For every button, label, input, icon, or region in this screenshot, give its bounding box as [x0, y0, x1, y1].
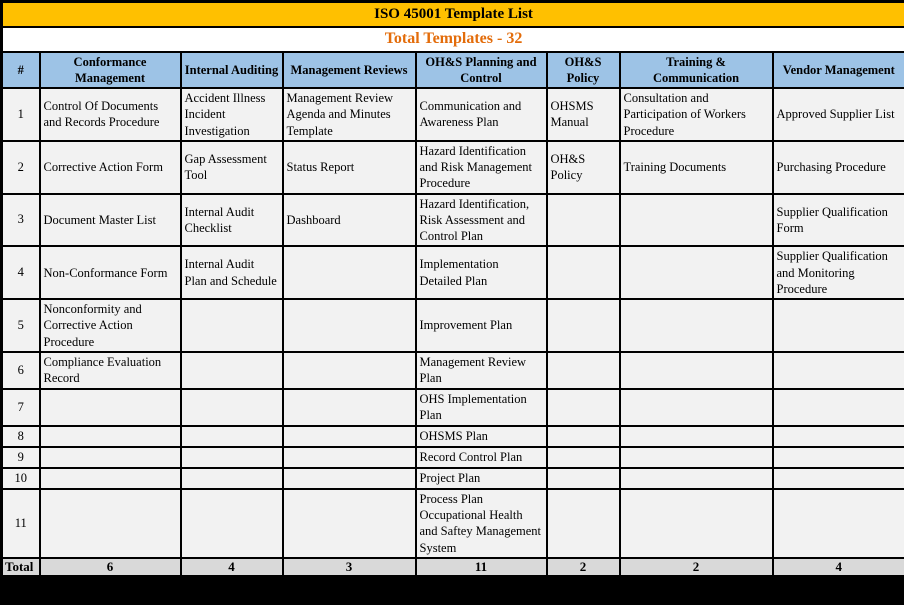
table-cell: OHSMS Manual	[547, 88, 620, 141]
table-row-6	[2, 352, 904, 389]
table-cell: Project Plan	[416, 468, 547, 489]
title-row	[2, 2, 904, 27]
row-number-cell: 10	[2, 468, 40, 489]
row-number-cell: 8	[2, 426, 40, 447]
table-cell: Control Of Documents and Records Procedure	[40, 88, 181, 141]
table-cell	[547, 246, 620, 299]
table-cell	[547, 299, 620, 352]
table-cell: Management Review Plan	[416, 352, 547, 389]
row-number-cell: 4	[2, 246, 40, 299]
total-count-cell: 3	[283, 558, 416, 577]
table-cell: Document Master List	[40, 194, 181, 247]
column-header-0: #	[2, 52, 40, 89]
table-cell	[547, 468, 620, 489]
table-cell	[283, 389, 416, 426]
table-cell: Approved Supplier List	[773, 88, 904, 141]
row-number-cell: 2	[2, 141, 40, 194]
table-cell: Management Review Agenda and Minutes Template	[283, 88, 416, 141]
table-cell	[283, 246, 416, 299]
table-cell	[773, 352, 904, 389]
table-cell	[283, 468, 416, 489]
table-cell	[181, 489, 283, 558]
table-cell: Training Documents	[620, 141, 773, 194]
table-row-4	[2, 246, 904, 299]
column-header-7: Vendor Management	[773, 52, 904, 89]
table-cell: Accident Illness Incident Investigation	[181, 88, 283, 141]
table-cell	[181, 426, 283, 447]
table-cell: Hazard Identification and Risk Management Procedure	[416, 141, 547, 194]
table-cell: OH&S Policy	[547, 141, 620, 194]
column-header-row	[2, 52, 904, 89]
table-cell	[181, 389, 283, 426]
table-row-8	[2, 426, 904, 447]
column-header-5: OH&S Policy	[547, 52, 620, 89]
table-cell	[773, 489, 904, 558]
table-cell: Improvement Plan	[416, 299, 547, 352]
table-cell	[283, 447, 416, 468]
table-cell	[547, 352, 620, 389]
table-row-10	[2, 468, 904, 489]
total-count-cell: 2	[547, 558, 620, 577]
column-header-6: Training & Communication	[620, 52, 773, 89]
table-row-9	[2, 447, 904, 468]
total-count-cell: 11	[416, 558, 547, 577]
row-number-cell: 9	[2, 447, 40, 468]
table-cell: Process Plan Occupational Health and Saftey Management System	[416, 489, 547, 558]
table-cell	[773, 299, 904, 352]
table-cell	[40, 389, 181, 426]
table-cell: Internal Audit Plan and Schedule	[181, 246, 283, 299]
table-cell: Non-Conformance Form	[40, 246, 181, 299]
total-count-cell: 2	[620, 558, 773, 577]
table-row-11	[2, 489, 904, 558]
table-cell	[620, 352, 773, 389]
table-cell	[283, 489, 416, 558]
table-cell: Implementation Detailed Plan	[416, 246, 547, 299]
table-cell: Supplier Qualification Form	[773, 194, 904, 247]
table-row-2	[2, 141, 904, 194]
table-cell	[547, 389, 620, 426]
table-cell	[283, 299, 416, 352]
table-cell	[283, 426, 416, 447]
table-cell: Nonconformity and Corrective Action Procedure	[40, 299, 181, 352]
table-cell: Status Report	[283, 141, 416, 194]
row-number-cell: 1	[2, 88, 40, 141]
table-cell	[547, 426, 620, 447]
row-number-cell: 5	[2, 299, 40, 352]
table-cell: Record Control Plan	[416, 447, 547, 468]
table-cell: OHS Implementation Plan	[416, 389, 547, 426]
table-body	[2, 2, 904, 577]
table-cell: Corrective Action Form	[40, 141, 181, 194]
row-number-cell: 11	[2, 489, 40, 558]
table-cell	[620, 299, 773, 352]
table-cell	[40, 447, 181, 468]
table-cell	[283, 352, 416, 389]
table-cell	[547, 194, 620, 247]
table-row-1	[2, 88, 904, 141]
table-cell	[181, 468, 283, 489]
column-header-3: Management Reviews	[283, 52, 416, 89]
table-cell	[773, 468, 904, 489]
table-cell	[547, 489, 620, 558]
total-count-cell: 4	[773, 558, 904, 577]
table-cell: Internal Audit Checklist	[181, 194, 283, 247]
table-cell	[620, 194, 773, 247]
table-cell: Compliance Evaluation Record	[40, 352, 181, 389]
subtitle-row	[2, 27, 904, 52]
table-cell	[773, 447, 904, 468]
table-cell	[40, 468, 181, 489]
table-cell	[181, 447, 283, 468]
table-row-5	[2, 299, 904, 352]
row-number-cell: 3	[2, 194, 40, 247]
table-cell: Dashboard	[283, 194, 416, 247]
table-cell	[620, 489, 773, 558]
total-row-label: Total	[2, 558, 40, 577]
table-cell	[773, 426, 904, 447]
total-count-cell: 6	[40, 558, 181, 577]
table-cell: Supplier Qualification and Monitoring Procedure	[773, 246, 904, 299]
table-cell: OHSMS Plan	[416, 426, 547, 447]
table-cell: Hazard Identification, Risk Assessment and Control Plan	[416, 194, 547, 247]
column-header-4: OH&S Planning and Control	[416, 52, 547, 89]
table-cell: Purchasing Procedure	[773, 141, 904, 194]
total-count-cell: 4	[181, 558, 283, 577]
table-cell	[181, 352, 283, 389]
column-header-2: Internal Auditing	[181, 52, 283, 89]
table-cell	[620, 447, 773, 468]
column-header-1: Conformance Management	[40, 52, 181, 89]
total-row	[2, 558, 904, 577]
page-title: ISO 45001 Template List	[2, 2, 904, 27]
table-row-7	[2, 389, 904, 426]
table-cell	[620, 468, 773, 489]
table-row-3	[2, 194, 904, 247]
row-number-cell: 6	[2, 352, 40, 389]
table-cell	[620, 426, 773, 447]
table-cell	[40, 489, 181, 558]
table-cell	[181, 299, 283, 352]
row-number-cell: 7	[2, 389, 40, 426]
table-cell	[620, 246, 773, 299]
table-cell	[547, 447, 620, 468]
table-cell	[620, 389, 773, 426]
table-cell	[40, 426, 181, 447]
table-cell	[773, 389, 904, 426]
table-cell: Communication and Awareness Plan	[416, 88, 547, 141]
table-cell: Gap Assessment Tool	[181, 141, 283, 194]
total-templates-label: Total Templates - 32	[2, 27, 904, 52]
table-cell: Consultation and Participation of Workers Procedure	[620, 88, 773, 141]
